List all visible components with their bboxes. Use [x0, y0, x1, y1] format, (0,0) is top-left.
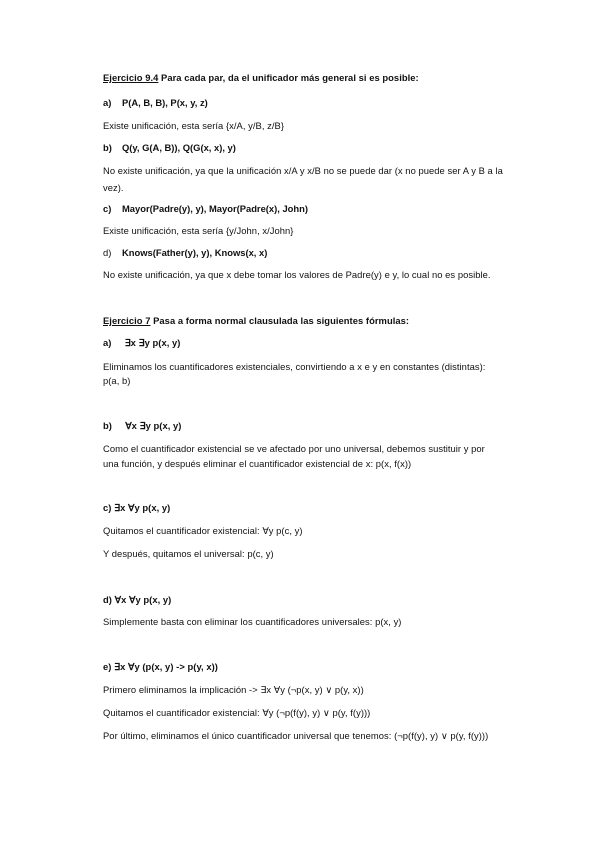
ex94-item-b-heading: [103, 141, 236, 154]
ex94-item-d-heading: [103, 246, 267, 259]
ex94-item-b-answer: No existe unificación, ya que la unificación x/A y x/B no se puede dar (x no puede ser A y B a la vez).: [103, 165, 503, 193]
exercise-7-title: Pasa a forma normal clausulada las siguientes fórmulas:: [150, 315, 410, 326]
ex7-item-e-text-1: Primero eliminamos la implicación -> ∃x ∀y (¬p(x, y) ∨ p(y, x)): [103, 684, 364, 695]
ex7-item-c-heading: c) ∃x ∀y p(x, y): [103, 502, 171, 513]
ex94-item-b-letter: b): [103, 142, 112, 153]
ex7-item-e-text-2: Quitamos el cuantificador existencial: ∀y (¬p(f(y), y) ∨ p(y, f(y))): [103, 707, 371, 718]
ex7-item-b-text-1: Como el cuantificador existencial se ve afectado por uno universal, debemos sustituir y por: [103, 443, 485, 454]
ex94-item-a-letter: a): [103, 97, 112, 108]
ex7-item-d-text-1: Simplemente basta con eliminar los cuantificadores universales: p(x, y): [103, 616, 402, 627]
ex94-item-c-answer: Existe unificación, esta sería {y/John, x/John}: [103, 225, 294, 236]
ex94-item-a-expression: P(A, B, B), P(x, y, z): [122, 97, 208, 108]
ex7-item-a-text-1: Eliminamos los cuantificadores existenciales, convirtiendo a x e y en constantes (distintas):: [103, 361, 486, 372]
ex7-item-a-text-2: p(a, b): [103, 375, 131, 386]
ex7-item-c-text-1: Quitamos el cuantificador existencial: ∀y p(c, y): [103, 525, 303, 536]
ex94-item-c-heading: [103, 202, 308, 215]
ex7-item-b-heading: b) ∀x ∃y p(x, y): [103, 420, 182, 431]
exercise-9-4-title: Para cada par, da el unificador más general si es posible:: [158, 72, 419, 83]
ex7-item-e-heading: e) ∃x ∀y (p(x, y) -> p(y, x)): [103, 661, 218, 672]
ex94-item-d-expression: Knows(Father(y), y), Knows(x, x): [122, 247, 268, 258]
exercise-9-4-heading: [103, 71, 419, 84]
ex94-item-b-expression: Q(y, G(A, B)), Q(G(x, x), y): [122, 142, 236, 153]
ex94-item-a-heading: [103, 96, 208, 109]
ex94-item-c-expression: Mayor(Padre(y), y), Mayor(Padre(x), John): [122, 203, 308, 214]
ex7-item-a-heading: a) ∃x ∃y p(x, y): [103, 337, 181, 348]
ex94-item-d-answer: No existe unificación, ya que x debe tomar los valores de Padre(y) e y, lo cual no es posible.: [103, 269, 491, 280]
ex94-item-c-letter: c): [103, 203, 112, 214]
exercise-9-4-reference: Ejercicio 9.4: [103, 72, 159, 83]
ex94-item-a-answer: Existe unificación, esta sería {x/A, y/B, z/B}: [103, 120, 285, 131]
ex7-item-e-text-3: Por último, eliminamos el único cuantificador universal que tenemos: (¬p(f(y), y) ∨ p(y, f(y))): [103, 730, 489, 741]
ex94-item-d-letter: d): [103, 247, 112, 258]
ex7-item-d-heading: d) ∀x ∀y p(x, y): [103, 594, 172, 605]
ex7-item-c-text-2: Y después, quitamos el universal: p(c, y): [103, 548, 274, 559]
exercise-7-reference: Ejercicio 7: [103, 315, 151, 326]
exercise-7-heading: [103, 314, 409, 327]
ex7-item-b-text-2: una función, y después eliminar el cuantificador existencial de x: p(x, f(x)): [103, 458, 412, 469]
